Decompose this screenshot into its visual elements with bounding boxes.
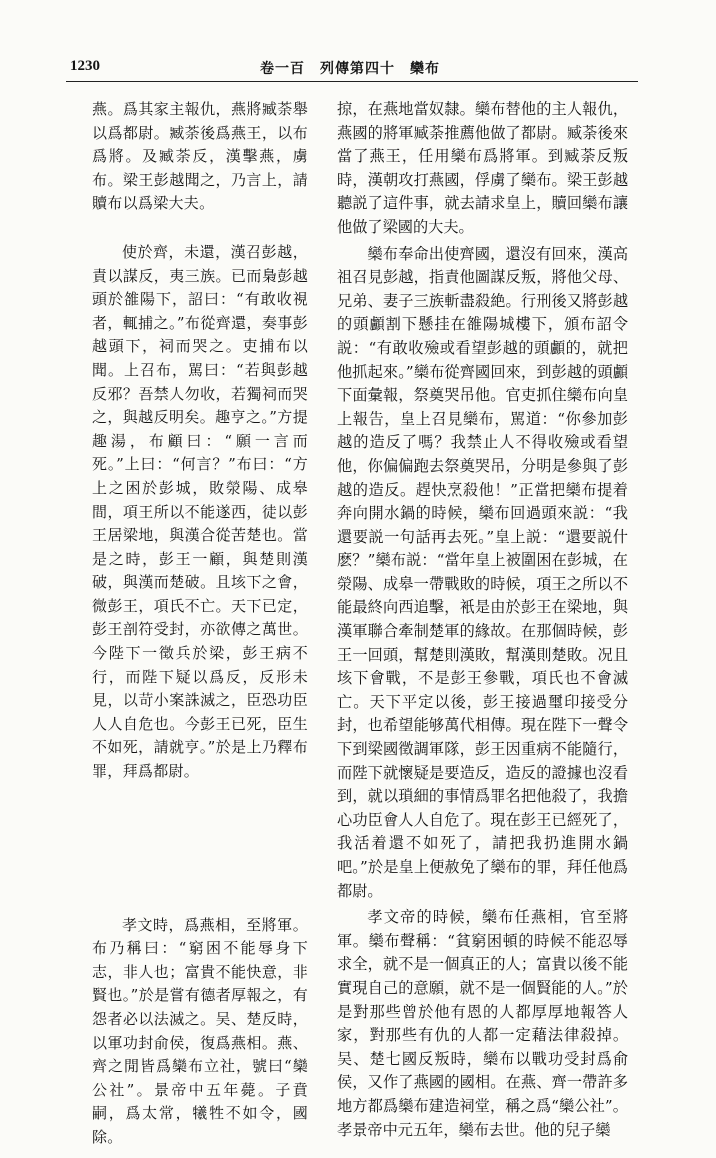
classical-paragraph-2: 使於齊，未還，漢召彭越，責以謀反，夷三族。已而梟彭越頭於雒陽下，詔曰：“有敢收視者，輒捕之。”布從齊還，奏事彭越頭下，祠而哭之。吏捕布以聞。上召布，駡曰：“若與彭越反邪？吾禁人勿收，若獨祠而哭之，與越反明矣。趣亨之。”方提趣湯，布顧曰：“願一言而死。”上曰：“何言？”布曰：“方上之困於彭城，敗滎陽、成皋間，項王所以不能遂西，徒以彭王居梁地，與漢合從苦楚也。當是之時，彭王一顧，與楚則漢破，與漢而楚破。且垓下之會，微彭王，項氏不亡。天下已定，彭王剖符受封，亦欲傳之萬世。今陛下一徵兵於梁，彭王病不行，而陛下疑以爲反，反形未見，以苛小案誅滅之，臣恐功臣人人自危也。今彭王已死，臣生不如死，請就亨。”於是上乃釋布罪，拜爲都尉。: [92, 242, 308, 781]
header-rule: [66, 81, 638, 82]
modern-translation-column: [337, 98, 628, 1150]
modern-paragraph-3: 孝文帝的時候，欒布任燕相，官至將軍。欒布聲稱：“貧窮困頓的時候不能忍辱求全，就不是一個真正的人；富貴以後不能實現自己的意願，就不是一個賢能的人。”於是對那些曾於他有恩的人都厚厚地報答人家，對那些有仇的人都一定藉法律殺掉。吴、楚七國反叛時，欒布以戰功受封爲俞侯，又作了燕國的國相。在燕、齊一帶許多地方都爲欒布建造祠堂，稱之爲“欒公社”。孝景帝中元五年，欒布去世。他的兒子欒: [337, 908, 628, 1139]
modern-paragraph-1: 掠，在燕地當奴隸。欒布替他的主人報仇，燕國的將軍臧荼推薦他做了都尉。臧荼後來當了燕王，任用欒布爲將軍。到臧荼反叛時，漢朝攻打燕國，俘虜了欒布。梁王彭越聽説了這件事，就去請求皇上，贖回欒布讓他做了梁國的大夫。: [337, 100, 628, 236]
classical-text-column: [92, 98, 308, 1158]
running-head: 卷一百 列傳第四十 欒布: [260, 61, 440, 77]
classical-paragraph-3: 孝文時，爲燕相，至將軍。布乃稱曰：“窮困不能辱身下志，非人也；富貴不能快意，非賢也。”於是嘗有德者厚報之，有怨者必以法滅之。吴、楚反時，以軍功封俞侯，復爲燕相。燕、齊之閒皆爲欒布立社，號曰“欒公社”。景帝中五年薨。子賁嗣，爲太常，犧牲不如令，國除。: [92, 915, 308, 1146]
classical-paragraph-1: 燕。爲其家主報仇，燕將臧荼舉以爲都尉。臧荼後爲燕王，以布爲將。及臧荼反，漢擊燕，虜布。梁王彭越聞之，乃言上，請贖布以爲梁大夫。: [92, 100, 308, 213]
modern-paragraph-2: 欒布奉命出使齊國，還沒有回來，漢高祖召見彭越，指責他圖謀反叛，將他父母、兄弟、妻子三族斬盡殺絶。行刑後又將彭越的頭顱割下懸挂在雒陽城樓下，頒布詔令説：“有敢收殮或看望彭越的頭顱的，就把他抓起來。”欒布從齊國回來，到彭越的頭顱下面彙報，祭奠哭吊他。官吏抓住欒布向皇上報告，皇上召見欒布，駡道：“你參加彭越的造反了嗎？我禁止人不得收殮或看望他，你偏偏跑去祭奠哭吊，分明是參與了彭越的造反。趕快烹殺他！”正當把欒布提着奔向開水鍋的時候，欒布回過頭來説：“我還要説一句話再去死。”皇上説：“還要説什麽？”欒布説：“當年皇上被圍困在彭城，在滎陽、成皋一帶戰敗的時候，項王之所以不能最終向西追擊，衹是由於彭王在梁地，與漢軍聯合牽制楚軍的緣故。在那個時候，彭王一回頭，幫楚則漢敗，幫漢則楚敗。况且垓下會戰，不是彭王參戰，項氏也不會滅亡。天下平定以後，彭王接過璽印接受分封，也希望能够萬代相傳。現在陛下一聲令下到梁國徵調軍隊，彭王因重病不能隨行，而陛下就懷疑是要造反，造反的證據也沒看到，就以瑣細的事情爲罪名把他殺了，我擔心功臣會人人自危了。現在彭王已經死了，我活着還不如死了，請把我扔進開水鍋吧。”於是皇上便赦免了欒布的罪，拜任他爲都尉。: [337, 244, 628, 900]
page-number: 1230: [70, 58, 100, 74]
